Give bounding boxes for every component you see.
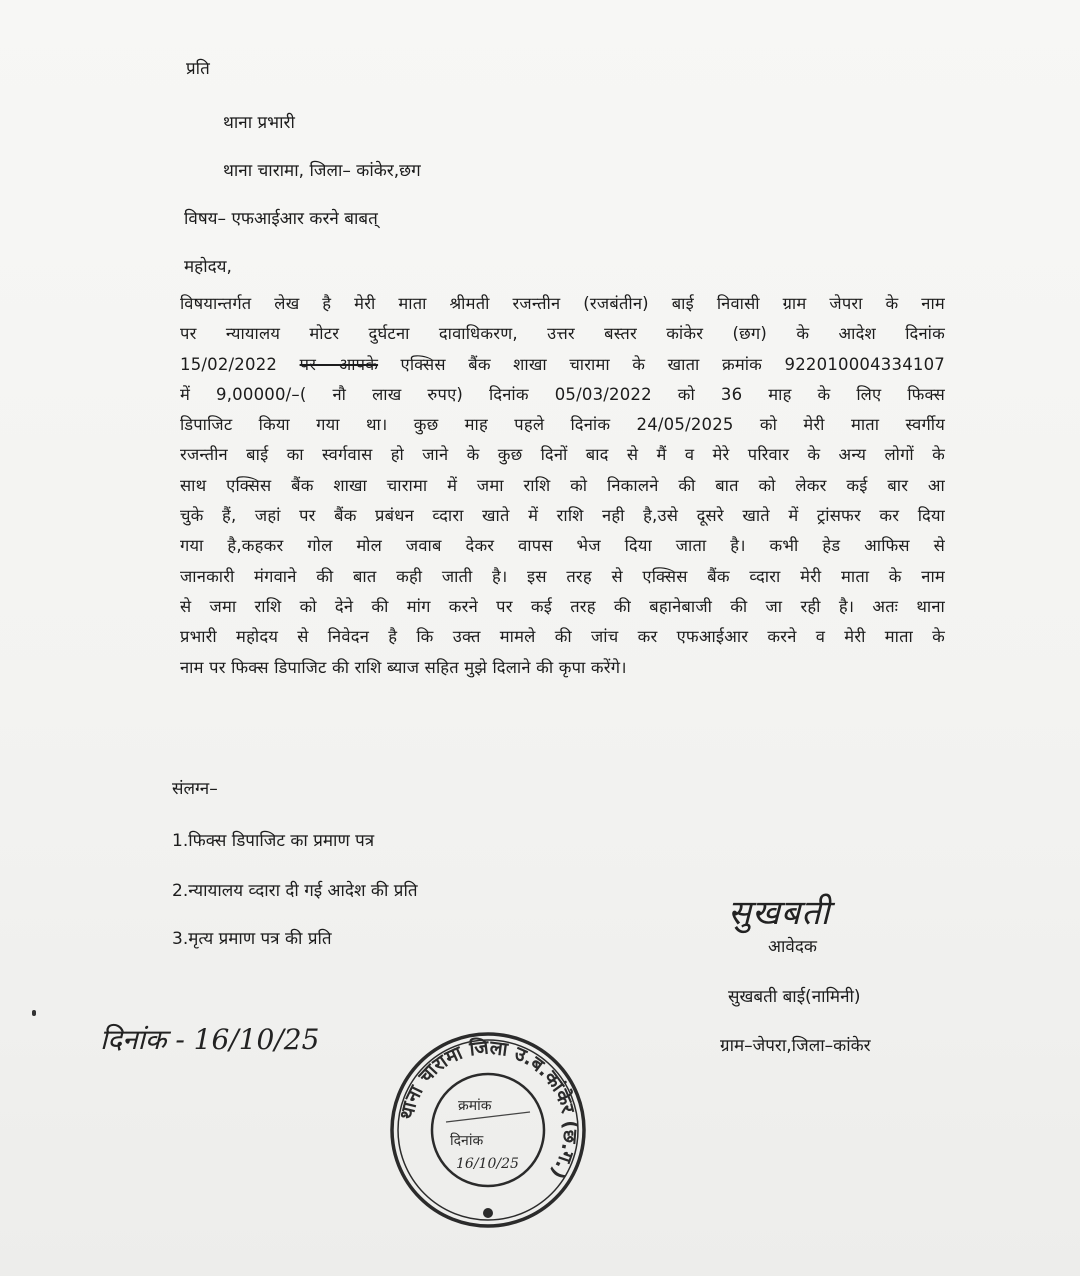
seal-inner-label: दिनांक (450, 1133, 484, 1149)
body-line: पर न्यायालय मोटर दुर्घटना दावाधिकरण, उत्तर बस्तर कांकेर (छग) के आदेश दिनांक (180, 324, 945, 344)
recipient: थाना प्रभारी (223, 113, 295, 133)
body-line: गया है,कहकर गोल मोल जवाब देकर वापस भेज दिया जाता है। कभी हेड आफिस से (180, 536, 945, 556)
body-line: में 9,00000/–( नौ लाख रुपए) दिनांक 05/03/2022 को 36 माह के लिए फिक्स (180, 384, 945, 404)
applicant-name: सुखबती बाई(नामिनी) (728, 987, 861, 1007)
body-line: जानकारी मंगवाने की बात कही जाती है। इस तरह से एक्सिस बैंक व्दारा मेरी माता के नाम (180, 566, 945, 586)
signature: सुखबती (728, 893, 831, 933)
seal-inner-label: क्रमांक (458, 1098, 492, 1114)
handwritten-date: दिनांक - 16/10/25 (100, 1023, 320, 1056)
attachment-item: 1.फिक्स डिपाजिट का प्रमाण पत्र (172, 831, 375, 851)
body-line: से जमा राशि को देने की मांग करने पर कई तरह की बहानेबाजी की जा रही है। अतः थाना (180, 596, 945, 616)
recipient-address: थाना चारामा, जिला– कांकेर,छग (223, 161, 421, 181)
body-line: नाम पर फिक्स डिपाजिट की राशि ब्याज सहित मुझे दिलाने की कृपा करेंगे। (180, 657, 627, 677)
seal-outer-text: थाना चारामा जिला उ.ब.कांकेर (छ.ग.) (395, 1036, 582, 1183)
body-line: डिपाजिट किया गया था। कुछ माह पहले दिनांक 24/05/2025 को मेरी माता स्वर्गीय (180, 415, 945, 435)
subject: विषय– एफआईआर करने बाबत् (184, 209, 378, 229)
body-line: रजन्तीन बाई का स्वर्गवास हो जाने के कुछ दिनों बाद से मैं व मेरे परिवार के अन्य लोगों के (180, 445, 945, 465)
applicant-label: आवेदक (768, 937, 817, 957)
struck-text: पर आपके (299, 354, 379, 374)
letter-body (180, 293, 945, 687)
attachment-item: 2.न्यायालय व्दारा दी गई आदेश की प्रति (172, 881, 418, 901)
body-line: साथ एक्सिस बैंक शाखा चारामा में जमा राशि को निकालने की बात को लेकर कई बार आ (180, 475, 945, 495)
ink-dot (32, 1010, 36, 1016)
seal-inner-date: 16/10/25 (456, 1156, 519, 1172)
salutation-to: प्रति (186, 59, 210, 79)
body-line: चुके हैं, जहां पर बैंक प्रबंधन व्दारा खाते में राशि नही है,उसे दूसरे खाते में ट्रांसफर कर दिया (180, 506, 945, 526)
body-line: प्रभारी महोदय से निवेदन है कि उक्त मामले की जांच कर एफआईआर करने व मेरी माता के (180, 627, 945, 647)
attachments-heading: संलग्न– (172, 779, 218, 799)
attachment-item: 3.मृत्य प्रमाण पत्र की प्रति (172, 929, 332, 949)
police-station-seal (388, 1030, 588, 1230)
body-line: 15/02/2022 पर आपके एक्सिस बैंक शाखा चारामा के खाता क्रमांक 922010004334107 (180, 354, 945, 374)
body-line: विषयान्तर्गत लेख है मेरी माता श्रीमती रजन्तीन (रजबंतीन) बाई निवासी ग्राम जेपरा के नाम (180, 294, 945, 313)
greeting: महोदय, (184, 257, 232, 277)
applicant-address: ग्राम–जेपरा,जिला–कांकेर (720, 1036, 871, 1056)
